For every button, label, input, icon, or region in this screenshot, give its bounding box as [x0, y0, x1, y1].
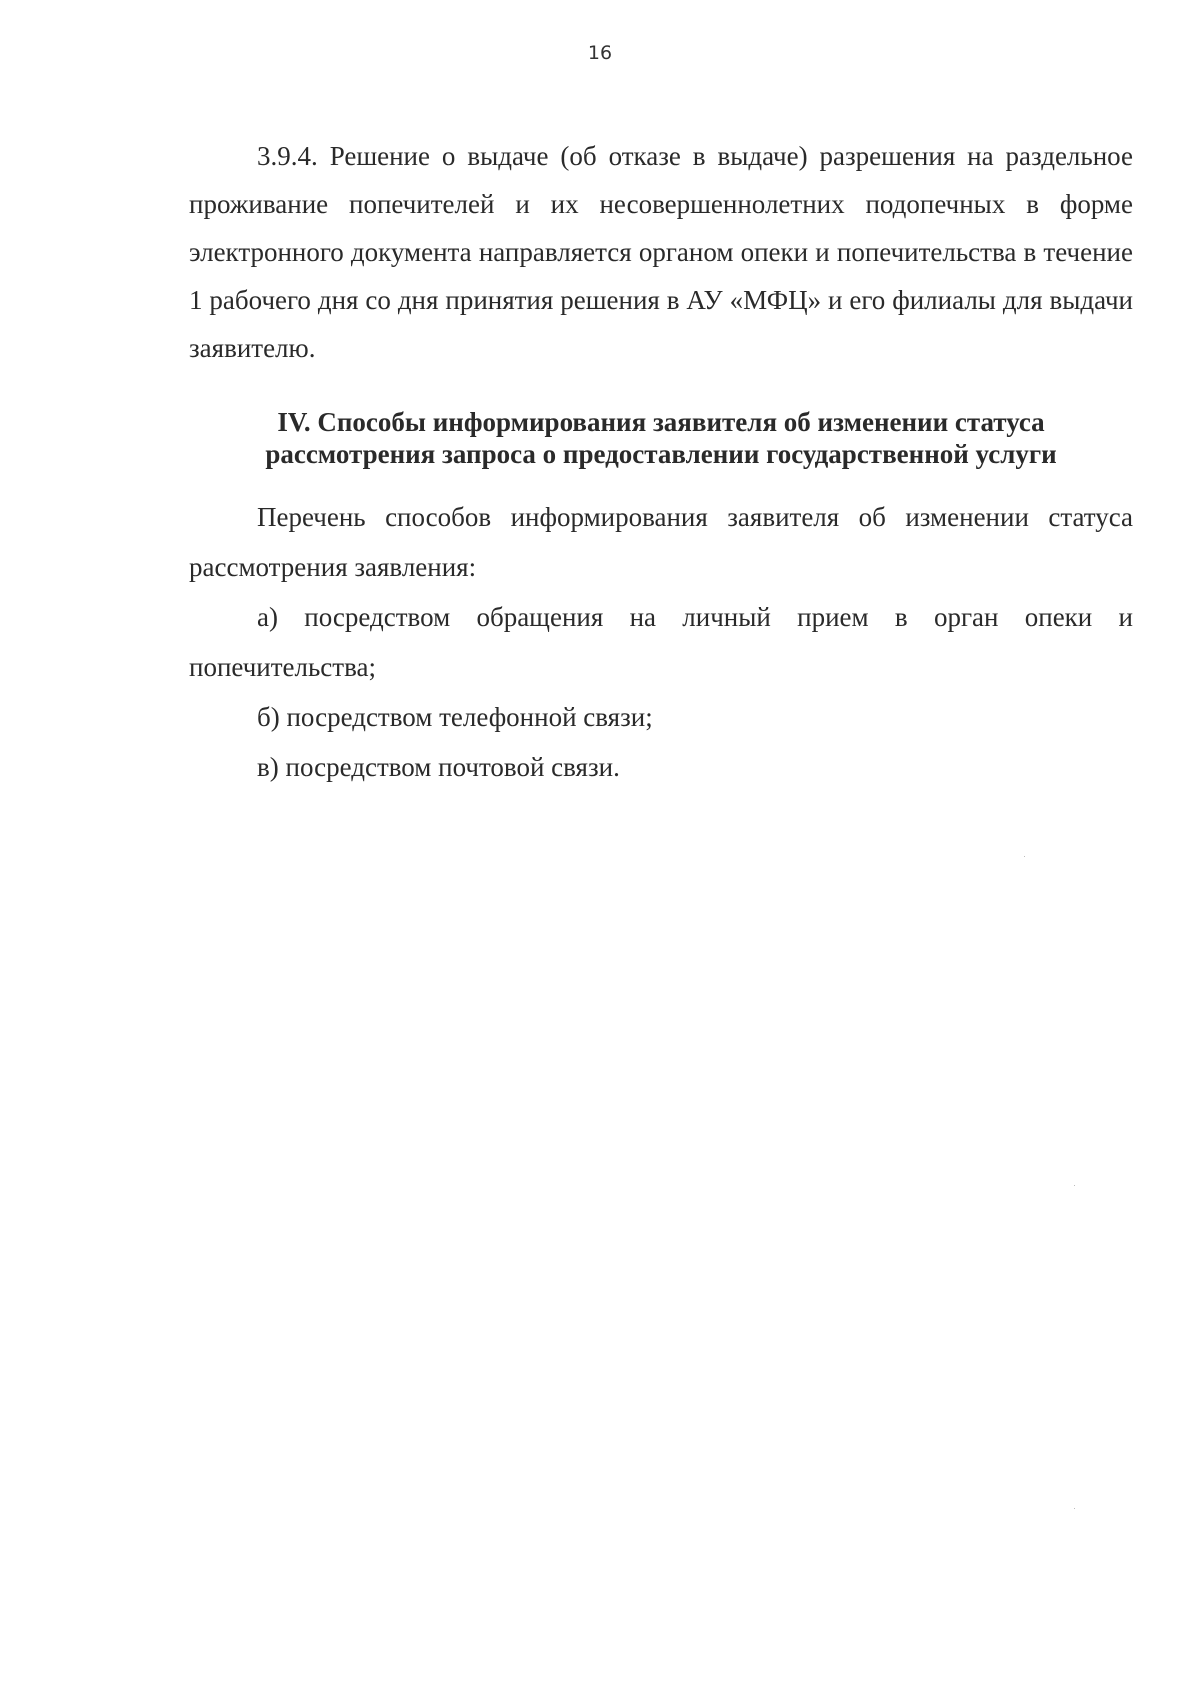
clause-3-9-4: 3.9.4. Решение о выдаче (об отказе в выдаче) разрешения на раздельное проживание попечителей и их несовершеннолетних подопечных в форме электронного документа направляется органом опеки и попечительства в течение 1 рабочего дня со дня принятия решения в АУ «МФЦ» и его филиалы для выдачи заявителю. — [189, 141, 1133, 363]
page-number: 16 — [587, 42, 613, 64]
section-iv-heading-line1: IV. Способы информирования заявителя об изменении статуса — [277, 407, 1045, 437]
section-iv-intro: Перечень способов информирования заявителя об изменении статуса рассмотрения заявления: — [189, 502, 1133, 582]
list-item-b: б) посредством телефонной связи; — [257, 702, 653, 732]
scan-artifact — [1074, 1508, 1075, 1509]
section-iv-heading — [189, 406, 1133, 470]
scan-artifact — [1024, 856, 1025, 857]
section-iv-heading-line2: рассмотрения запроса о предоставлении государственной услуги — [265, 439, 1057, 469]
page-content — [189, 132, 1133, 792]
list-item-a: а) посредством обращения на личный прием в орган опеки и попечительства; — [189, 602, 1133, 682]
list-item-c: в) посредством почтовой связи. — [257, 752, 620, 782]
scan-artifact — [1074, 1185, 1075, 1186]
